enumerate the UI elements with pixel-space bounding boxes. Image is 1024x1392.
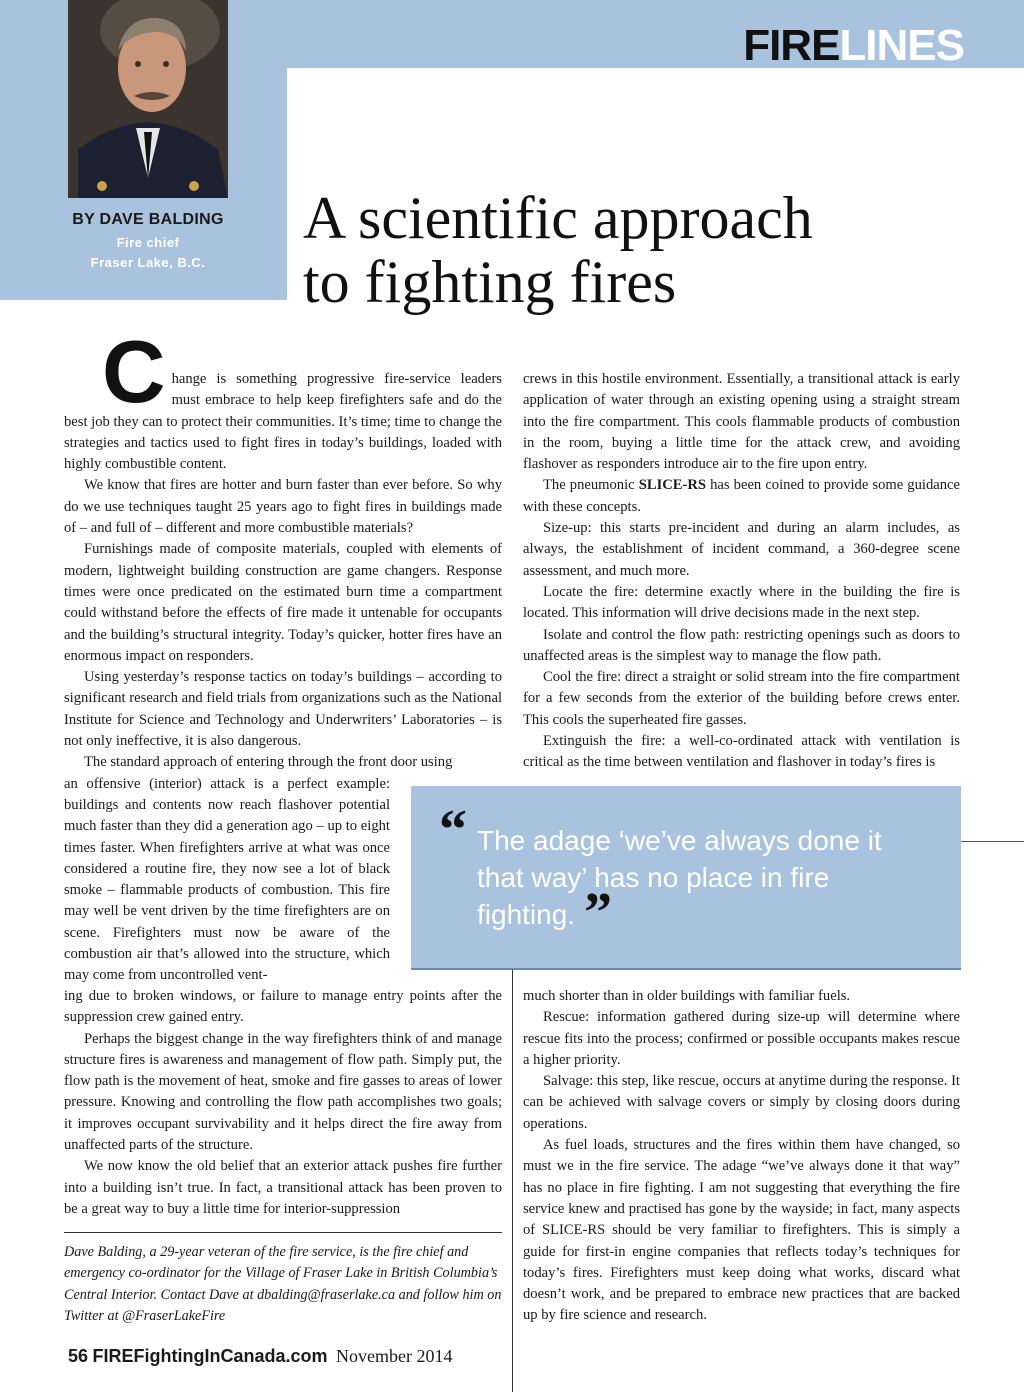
paragraph-1-text: hange is something progressive fire-service leaders must embrace to help keep firefighters safe and do the best job they can to protect their communities. It’s time; time to change the strategies and tactics used to fight fires in today’s buildings, loaded with highly combustible content. (64, 371, 502, 473)
paragraph-3: Furnishings made of composite materials, coupled with elements of modern, lightweight building construction are game changers. Response times were once predicated on the estimated burn time a compartment could withstand before the effects of fire made it untenable for occupants and the building’s structural integrity. Today’s quicker, hotter fires have an enormous impact on responders. (64, 541, 502, 664)
issue-date: November 2014 (336, 1346, 453, 1366)
paragraph-2: We know that fires are hotter and burn faster than ever before. So why do we use techniques taught 25 years ago to fight fires in buildings made of – and full of – different and more combustible materials? (64, 477, 502, 537)
paragraph-5-middle: an offensive (interior) attack is a perfect example: buildings and contents now reach flashover potential much faster than they did a generation ago – up to eight times faster. When firefighters arrive at what was once considered a routine fire, they now see a lot of black smoke – flammable products of combustion. This fire may well be vent driven by the time firefighters are on scene. Firefighters must now be aware of the combustion air that’s allowed into the structure, which may come from uncontrolled vent- (64, 775, 390, 984)
column-2-paragraph-2 (523, 475, 960, 518)
paragraph-5-start: The standard approach of entering through the front door using (84, 754, 453, 771)
column-divider (512, 970, 513, 1392)
page-footer (68, 1346, 453, 1367)
pull-quote-rule (961, 841, 1024, 842)
paragraph-6: Perhaps the biggest change in the way firefighters think of and manage structure fires is awareness and management of flow path. Simply put, the flow path is the movement of heat, smoke and fire gasses to areas of lower pressure. Knowing and controlling the flow path accomplishes two goals; it improves occupant survivability and it helps direct the fire away from unaffected parts of the structure. (64, 1030, 502, 1154)
cool-step: Cool the fire: direct a straight or solid stream into the fire compartment for a few seconds from the exterior of the building before crews enter. This cools the superheated fire gasses. (523, 669, 960, 728)
slice-rs-term: SLICE-RS (638, 477, 707, 494)
footer-site: FIREFightingInCanada.com (92, 1346, 328, 1366)
author-photo (68, 0, 228, 198)
isolate-step: Isolate and control the flow path: restricting openings such as doors to unaffected areas is the simplest way to manage the flow path. (523, 626, 960, 664)
slice-rs-intro-end: has been coined to provide some guidance with these concepts. (523, 477, 960, 515)
logo-lines-text: LINES (839, 21, 964, 70)
article-column-1-lower (64, 986, 502, 1220)
paragraph-7: We now know the old belief that an exterior attack pushes fire further into a building isn’t true. In fact, a transitional attack has been proven to be a great way to buy a little time for interior-suppression (64, 1158, 502, 1217)
column-2-paragraph-1: crews in this hostile environment. Essentially, a transitional attack is early application of water through an existing opening using a straight stream into the fire compartment. This cools flammable products of combustion in the room, buying a little time for the attack crew, and avoiding flashover as responders introduce air to the fire upon entry. (523, 371, 960, 473)
page-number: 56 (68, 1346, 89, 1366)
paragraph-4: Using yesterday’s response tactics on today’s buildings – according to significant research and field trials from organizations such as the National Institute for Science and Technology and Underwriters’ Laboratories – is not only ineffective, it is also dangerous. (64, 669, 502, 750)
author-name: BY DAVE BALDING (72, 211, 224, 228)
close-quote-mark: ” (584, 882, 612, 944)
extinguish-step: Extinguish the fire: a well-co-ordinated attack with ventilation is critical as the time between ventilation and flashover in today’s fires is (523, 733, 960, 771)
article-column-2-lower (523, 986, 960, 1327)
author-bio: Dave Balding, a 29-year veteran of the fire service, is the fire chief and emergency co-ordinator for the Village of Fraser Lake in British Columbia’s Central Interior. Contact Dave at dbalding@fraserlake.ca and follow him on Twitter at @FraserLakeFire (64, 1244, 502, 1324)
slice-rs-intro-text: The pneumonic (543, 477, 639, 494)
headline-line-1: A scientific approach (303, 185, 813, 251)
bio-divider (64, 1232, 502, 1233)
open-quote-mark: “ (439, 799, 467, 861)
rescue-step: Rescue: information gathered during size-up will determine where rescue fits into the process; confirmed or possible occupants makes rescue a higher priority. (523, 1009, 960, 1068)
author-portrait-image (68, 0, 228, 198)
drop-cap: C (102, 322, 166, 421)
article-column-2 (523, 369, 960, 774)
salvage-step: Salvage: this step, like rescue, occurs at anytime during the response. It can be achieved with salvage covers or simply by closing doors during operations. (523, 1073, 960, 1132)
byline (0, 211, 296, 270)
section-logo (743, 21, 964, 70)
closing-paragraph: As fuel loads, structures and the fires within them have changed, so must we in the fire service. The adage “we’ve always done it that way” has no place in fire fighting. I am not suggesting that everything the fire service knew and practised has gone by the wayside; in fact, many aspects of SLICE-RS should be very familiar to firefighters. This is simply a guide for first-in engine companies that reflects today’s techniques for today’s fires. Firefighters must keep doing what works, discard what doesn’t work, and be prepared to embrace new practices that are backed up by fire science and research. (523, 1137, 960, 1324)
logo-fire-text: FIRE (743, 21, 840, 70)
author-role: Fire chief (116, 235, 180, 250)
extinguish-step-continued: much shorter than in older buildings with familiar fuels. (523, 988, 851, 1004)
locate-step: Locate the fire: determine exactly where in the building the fire is located. This information will drive decisions made in the next step. (523, 583, 960, 622)
headline-line-2: to fighting fires (303, 249, 677, 315)
author-location: Fraser Lake, B.C. (90, 255, 206, 270)
article-headline (303, 186, 1003, 314)
pull-quote-text: The adage ‘we’ve always done it that way’ has no place in fire fighting. (477, 825, 882, 930)
paragraph-5-end: ing due to broken windows, or failure to manage entry points after the suppression crew gained entry. (64, 988, 502, 1026)
paragraph-1 (64, 322, 502, 475)
pull-quote (411, 786, 961, 970)
size-up-step: Size-up: this starts pre-incident and during an alarm includes, as always, the establishment of incident command, a 360-degree scene assessment, and much more. (523, 520, 960, 579)
